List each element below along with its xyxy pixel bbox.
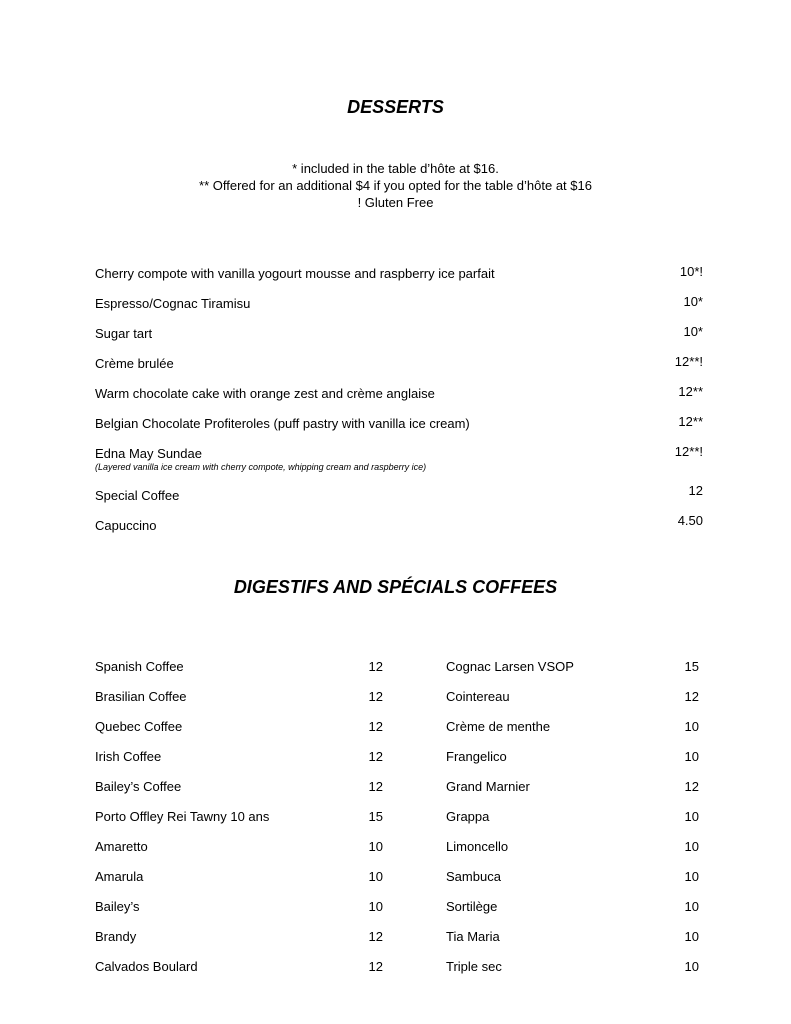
digestif-price: 10 <box>368 839 383 854</box>
digestif-name: Brandy <box>95 929 137 944</box>
digestif-name: Irish Coffee <box>95 749 162 764</box>
digestif-item <box>95 959 383 975</box>
digestif-item <box>446 779 699 795</box>
digestif-name: Spanish Coffee <box>95 659 184 674</box>
digestif-price: 10 <box>684 749 699 764</box>
digestif-item <box>95 749 383 765</box>
digestif-name: Sortilège <box>446 899 498 914</box>
digestif-item <box>95 719 383 735</box>
dessert-price: 4.50 <box>677 513 703 528</box>
dessert-price: 12**! <box>674 444 703 459</box>
digestif-price: 15 <box>684 659 699 674</box>
digestif-name: Quebec Coffee <box>95 719 183 734</box>
dessert-price: 10* <box>683 294 703 309</box>
digestif-item <box>95 839 383 855</box>
digestif-price: 10 <box>368 899 383 914</box>
digestif-price: 10 <box>684 959 699 974</box>
digestif-name: Crème de menthe <box>446 719 551 734</box>
dessert-price: 12** <box>678 384 703 399</box>
dessert-name: Capuccino <box>95 518 157 533</box>
dessert-price: 12 <box>688 483 703 498</box>
digestif-name: Porto Offley Rei Tawny 10 ans <box>95 809 270 824</box>
dessert-description: (Layered vanilla ice cream with cherry compote, whipping cream and raspberry ice) <box>95 462 427 472</box>
digestif-name: Brasilian Coffee <box>95 689 187 704</box>
dessert-name: Warm chocolate cake with orange zest and crème anglaise <box>95 386 435 401</box>
digestif-item <box>446 749 699 765</box>
digestif-item <box>95 689 383 705</box>
digestif-price: 10 <box>684 899 699 914</box>
digestif-price: 10 <box>684 809 699 824</box>
digestif-name: Calvados Boulard <box>95 959 198 974</box>
note-additional: ** Offered for an additional $4 if you opted for the table d’hôte at $16 <box>199 178 592 193</box>
digestif-name: Frangelico <box>446 749 507 764</box>
digestif-price: 10 <box>684 719 699 734</box>
digestif-price: 12 <box>368 779 383 794</box>
digestif-name: Grappa <box>446 809 490 824</box>
digestif-name: Triple sec <box>446 959 502 974</box>
dessert-price: 10* <box>683 324 703 339</box>
note-table-dhote: * included in the table d’hôte at $16. <box>292 161 499 176</box>
digestif-item <box>95 779 383 795</box>
digestif-price: 15 <box>368 809 383 824</box>
digestif-name: Amaretto <box>95 839 148 854</box>
dessert-price: 12**! <box>674 354 703 369</box>
digestif-price: 12 <box>684 779 699 794</box>
dessert-name: Sugar tart <box>95 326 153 341</box>
digestif-price: 10 <box>684 869 699 884</box>
dessert-price: 12** <box>678 414 703 429</box>
desserts-title: DESSERTS <box>347 97 444 117</box>
digestif-item <box>95 899 383 915</box>
digestif-name: Limoncello <box>446 839 509 854</box>
digestif-name: Cognac Larsen VSOP <box>446 659 574 674</box>
digestif-item <box>446 959 699 975</box>
digestif-item <box>446 839 699 855</box>
dessert-name: Crème brulée <box>95 356 174 371</box>
menu-notes <box>0 160 791 211</box>
digestif-name: Amarula <box>95 869 144 884</box>
digestif-price: 12 <box>368 959 383 974</box>
digestif-name: Bailey’s <box>95 899 140 914</box>
digestif-item <box>446 659 699 675</box>
digestif-item <box>446 929 699 945</box>
digestif-price: 12 <box>684 689 699 704</box>
digestifs-title: DIGESTIFS AND SPÉCIALS COFFEES <box>233 577 558 597</box>
digestif-price: 12 <box>368 749 383 764</box>
dessert-name: Special Coffee <box>95 488 180 503</box>
digestif-price: 12 <box>368 719 383 734</box>
digestif-item <box>95 869 383 885</box>
digestif-item <box>95 929 383 945</box>
dessert-name: Espresso/Cognac Tiramisu <box>95 296 251 311</box>
digestif-price: 10 <box>684 929 699 944</box>
digestif-price: 12 <box>368 689 383 704</box>
note-gluten-free: ! Gluten Free <box>357 195 434 210</box>
digestif-name: Sambuca <box>446 869 501 884</box>
digestif-item <box>446 899 699 915</box>
digestif-name: Cointereau <box>446 689 510 704</box>
dessert-name: Edna May Sundae <box>95 446 202 461</box>
digestif-price: 10 <box>368 869 383 884</box>
digestif-item <box>446 809 699 825</box>
digestif-item <box>95 809 383 825</box>
dessert-name: Belgian Chocolate Profiteroles (puff pastry with vanilla ice cream) <box>95 416 470 431</box>
digestif-price: 12 <box>368 659 383 674</box>
digestif-name: Tia Maria <box>446 929 500 944</box>
dessert-price: 10*! <box>679 264 703 279</box>
digestif-price: 12 <box>368 929 383 944</box>
digestif-item <box>446 719 699 735</box>
digestif-name: Grand Marnier <box>446 779 530 794</box>
digestif-item <box>446 869 699 885</box>
digestif-item <box>95 659 383 675</box>
digestif-price: 10 <box>684 839 699 854</box>
digestif-item <box>446 689 699 705</box>
digestif-name: Bailey’s Coffee <box>95 779 182 794</box>
dessert-name: Cherry compote with vanilla yogourt mousse and raspberry ice parfait <box>95 266 495 281</box>
